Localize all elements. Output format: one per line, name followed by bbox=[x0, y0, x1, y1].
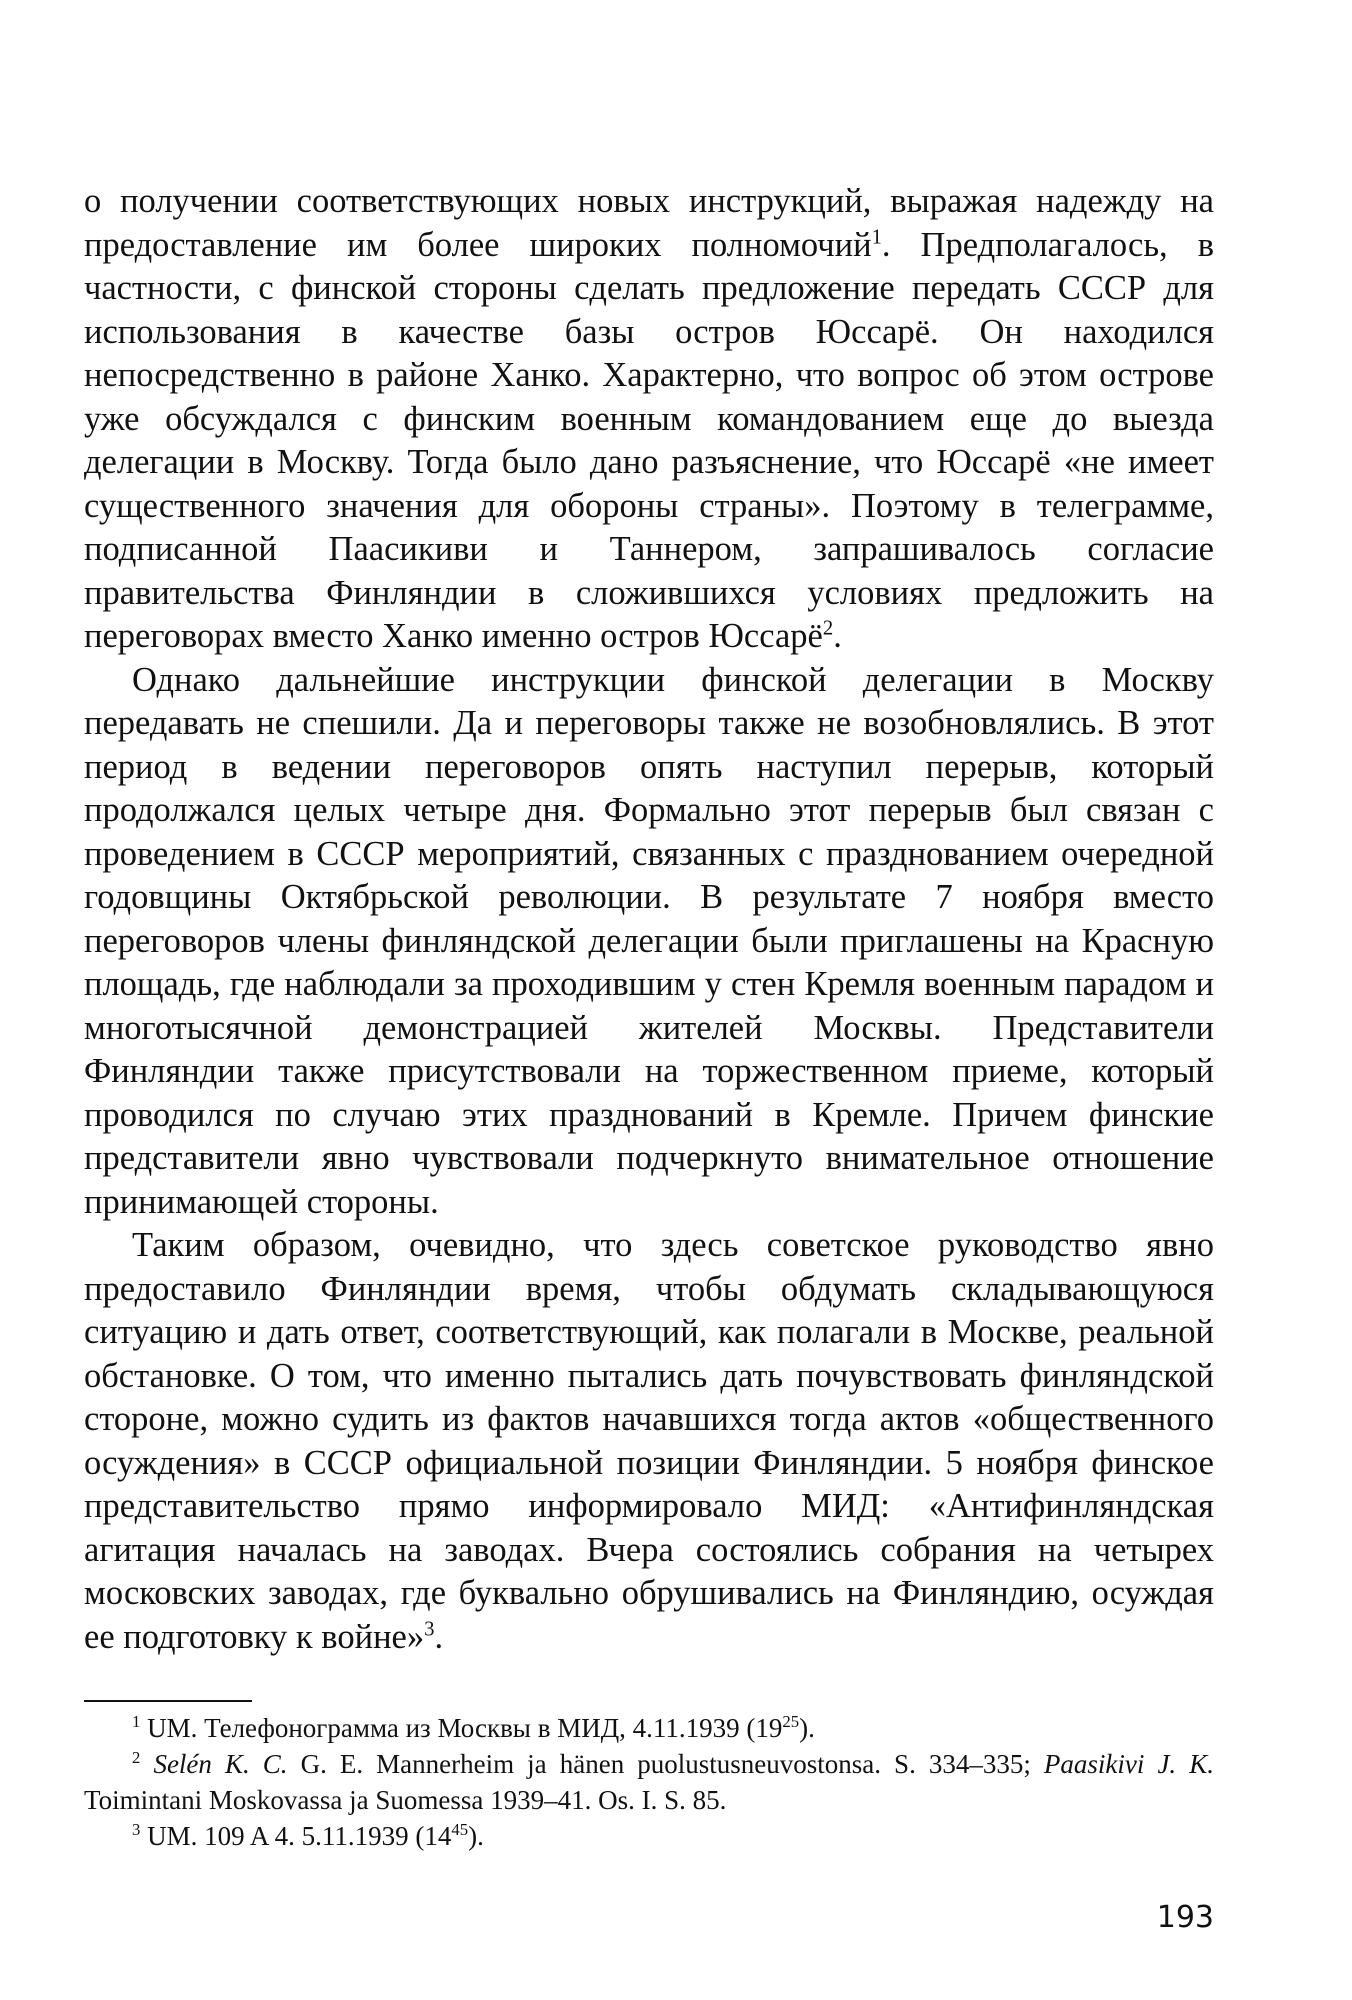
text-run: ). bbox=[468, 1821, 484, 1851]
footnote-number: 1 bbox=[132, 1712, 141, 1731]
footnotes bbox=[84, 1700, 1214, 1854]
text-run: . Предполагалось, в частности, с финской стороны сделать предложение передать СССР для использования в качестве базы остров Юссарё. Он находился непосредственно в районе Ханко. Характерно, что вопрос об этом острове уже обсуждался с финским военным командованием еще до выезда делегации в Москву. Тогда было дано разъяснение, что Юссарё «не имеет существенного значения для обороны страны». Поэтому в телеграмме, подписанной Паасикиви и Таннером, запрашивалось согласие правительства Финляндии в сложившихся условиях предложить на переговорах вместо Ханко именно остров Юссарё bbox=[84, 225, 1214, 655]
text-run: Однако дальнейшие инструкции финской делегации в Москву передавать не спешили. Да и переговоры также не возобновлялись. В этот период в ведении переговоров опять наступил перерыв, который продолжался целых четыре дня. Формально этот перерыв был связан с проведением в СССР мероприятий, связанных с празднованием очередной годовщины Октябрьской революции. В результате 7 ноября вместо переговоров члены финляндской делегации были приглашены на Красную площадь, где наблюдали за проходившим у стен Кремля военным парадом и многотысячной демонстрацией жителей Москвы. Представители Финляндии также присутствовали на торжественном приеме, который проводился по случаю этих празднований в Кремле. Причем финские представители явно чувствовали подчеркнуто внимательное отношение принимающей стороны. bbox=[84, 660, 1214, 1221]
paragraph bbox=[84, 659, 1214, 1225]
text-run: . bbox=[434, 1617, 444, 1656]
footnote bbox=[84, 1818, 1214, 1854]
page-number: 193 bbox=[1156, 1900, 1214, 1935]
footnote-number: 2 bbox=[132, 1748, 141, 1767]
text-run: о получении соответствующих новых инструкций, выражая надежду на предоставление им более широких полномочий bbox=[84, 182, 1214, 264]
text-run: ). bbox=[799, 1713, 815, 1743]
text-run: Таким образом, очевидно, что здесь советское руководство явно предоставило Финляндии время, чтобы обдумать складывающуюся ситуацию и дать ответ, соответствующий, как полагали в Москве, реальной обстановке. О том, что именно пытались дать почувствовать финляндской стороне, можно судить из фактов начавшихся тогда актов «общественного осуждения» в СССР официальной позиции Финляндии. 5 ноября финское представительство прямо информировало МИД: «Антифинляндская агитация началась на заводах. Вчера состоялись собрания на четырех московских заводах, где буквально обрушивались на Финляндию, осуждая ее подготовку к войне» bbox=[84, 1226, 1214, 1656]
paragraph bbox=[84, 1224, 1214, 1659]
author-name: Paasikivi J. K. bbox=[1043, 1749, 1214, 1779]
superscript: 25 bbox=[782, 1712, 800, 1731]
footnote-divider bbox=[84, 1700, 252, 1702]
footnote bbox=[84, 1746, 1214, 1818]
text-run: G. E. Mannerheim ja hänen puolustusneuvostonsa. S. 334–335; bbox=[287, 1749, 1044, 1779]
text-run: . bbox=[833, 617, 842, 655]
footnote-ref[interactable]: 3 bbox=[424, 1618, 435, 1640]
text-run: Toimintani Moskovassa ja Suomessa 1939–41. Os. I. S. 85. bbox=[84, 1785, 727, 1815]
footnote bbox=[84, 1710, 1214, 1746]
text-run: UM. 109 A 4. 5.11.1939 (14 bbox=[147, 1821, 452, 1851]
footnote-ref[interactable]: 1 bbox=[871, 226, 882, 248]
author-name: Selén K. C. bbox=[153, 1749, 288, 1779]
main-text bbox=[84, 180, 1214, 1659]
footnote-number: 3 bbox=[132, 1820, 141, 1839]
paragraph bbox=[84, 180, 1214, 659]
superscript: 45 bbox=[451, 1820, 469, 1839]
text-run: UM. Телефонограмма из Москвы в МИД, 4.11.1939 (19 bbox=[147, 1713, 783, 1743]
footnote-ref[interactable]: 2 bbox=[822, 617, 834, 640]
